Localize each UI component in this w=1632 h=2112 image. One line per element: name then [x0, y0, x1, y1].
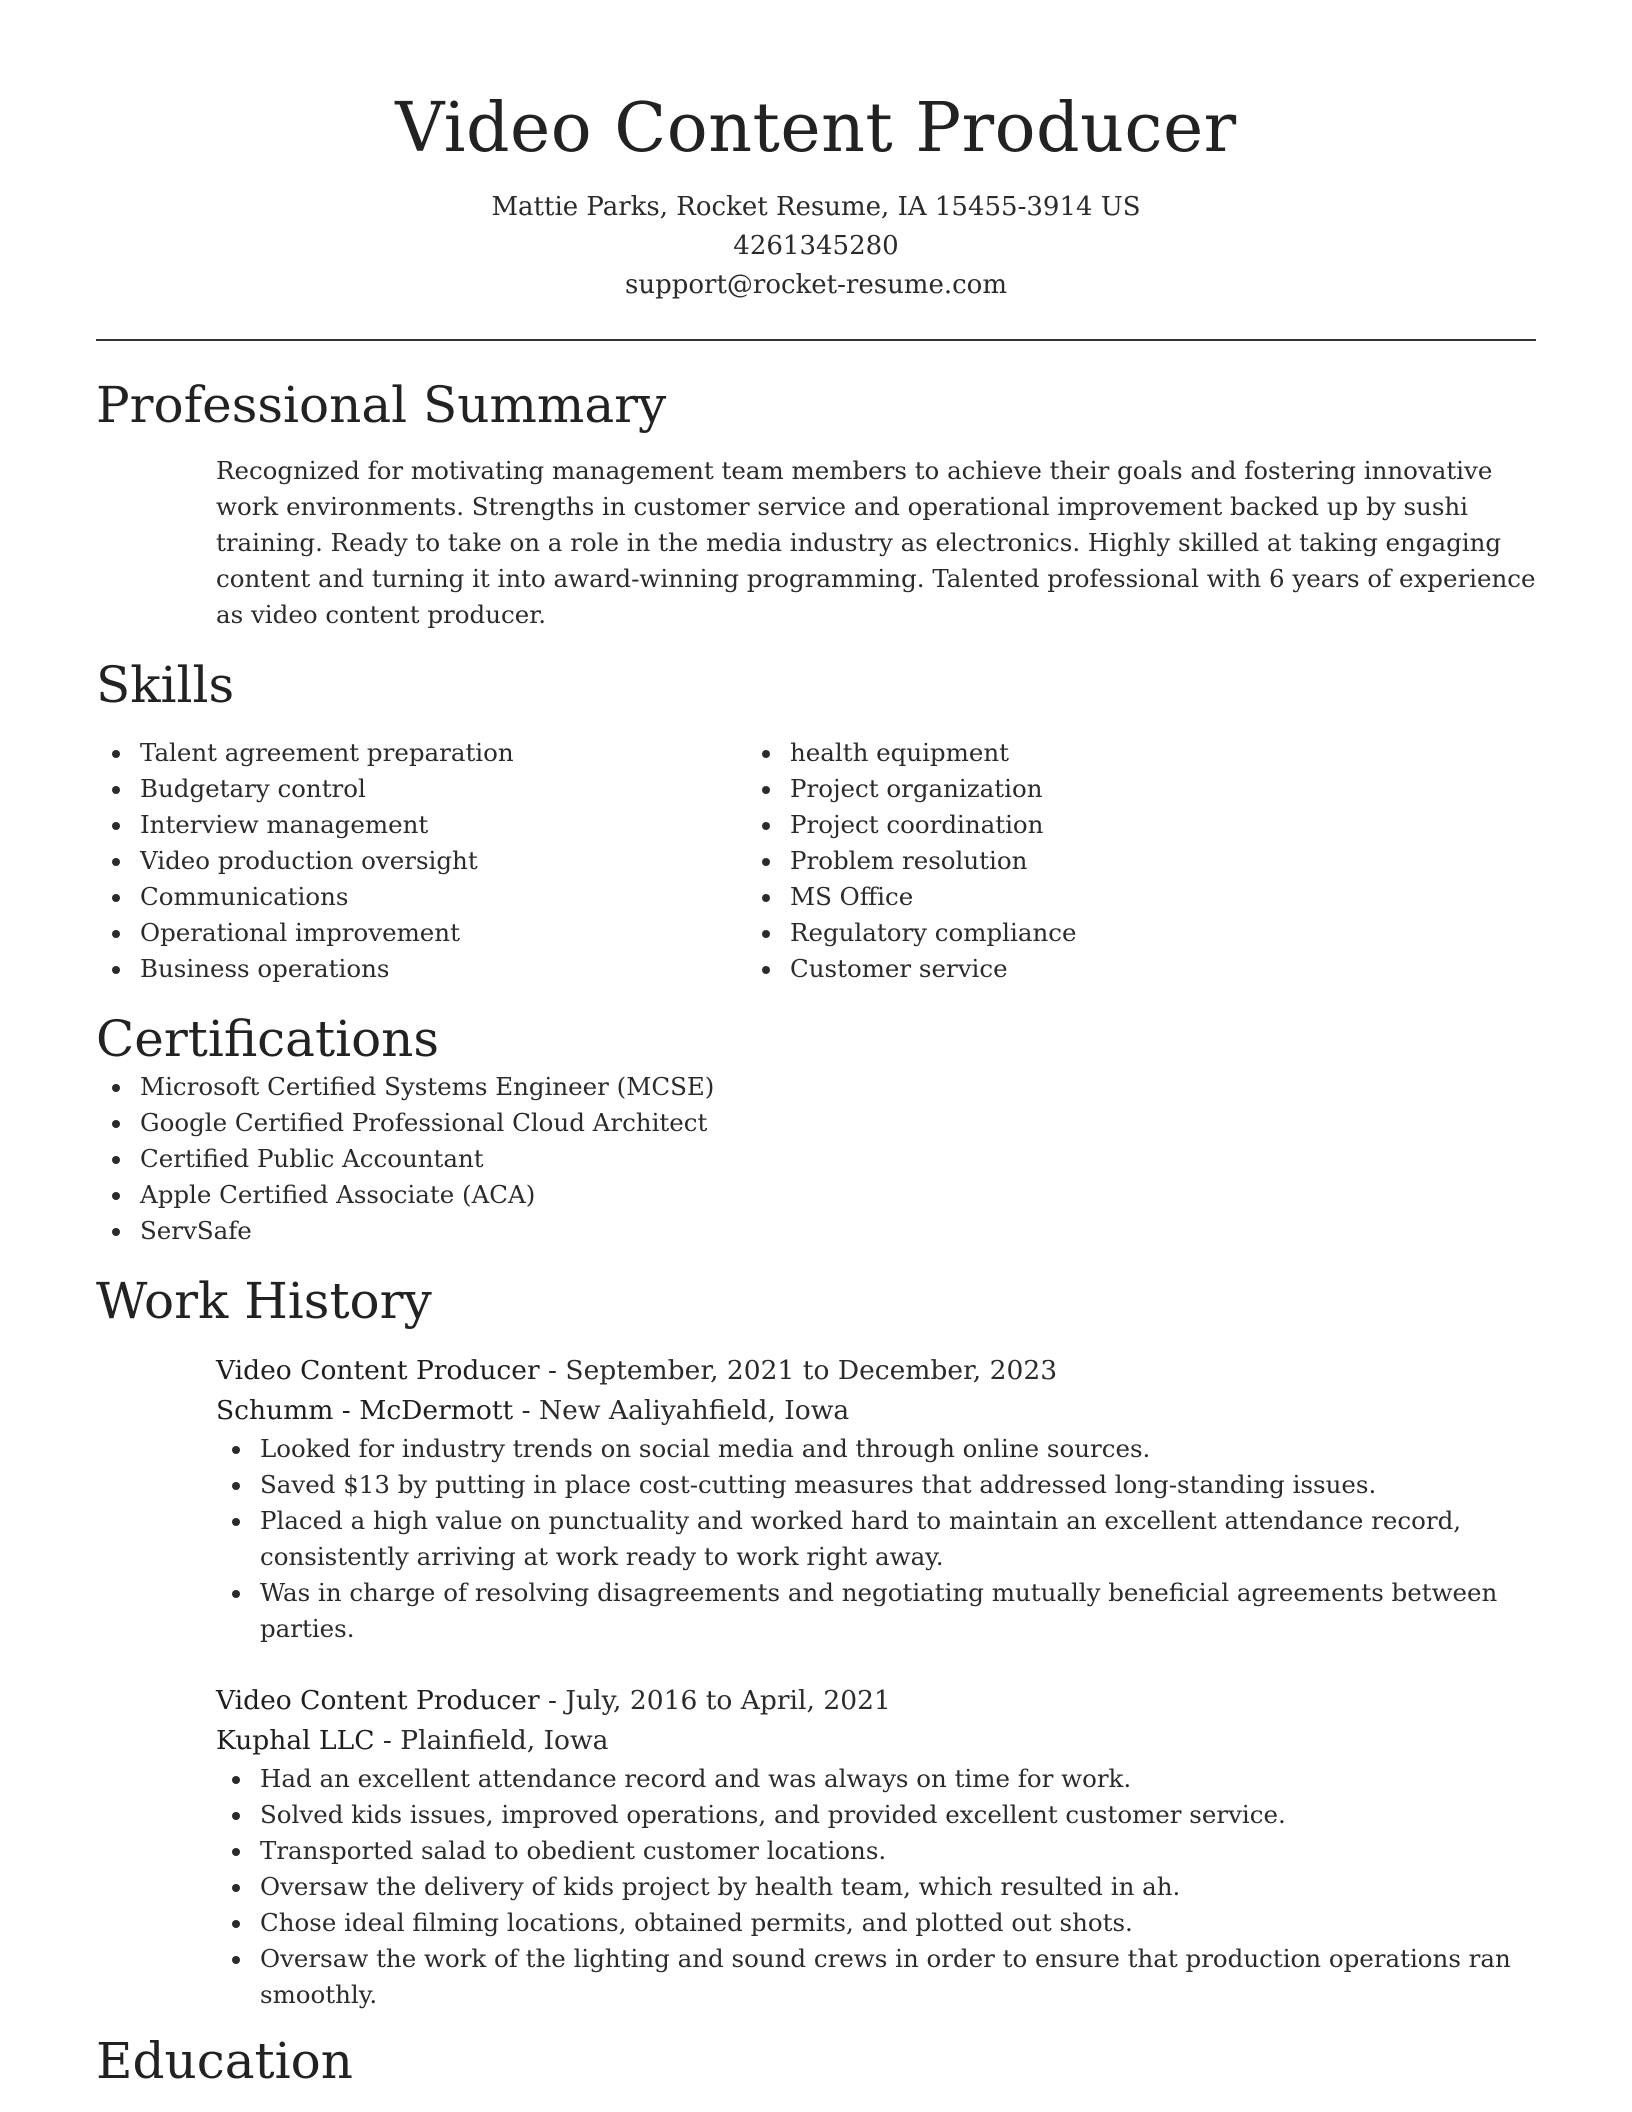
- contact-address: Mattie Parks, Rocket Resume, IA 15455-3914 US: [491, 192, 1141, 222]
- certification-item: Certified Public Accountant: [96, 1141, 1536, 1177]
- skill-item: Talent agreement preparation: [96, 735, 746, 771]
- job-dates: - July, 2016 to April, 2021: [539, 1685, 891, 1716]
- skill-item: Project coordination: [746, 807, 1346, 843]
- header-divider: [96, 339, 1536, 341]
- certification-item: Microsoft Certified Systems Engineer (MCSE): [96, 1069, 1536, 1105]
- job-bullet: Placed a high value on punctuality and worked hard to maintain an excellent attendance record, consistently arriving at work ready to work right away.: [216, 1503, 1536, 1575]
- contact-block: [96, 188, 1536, 305]
- job-entry: [216, 1681, 1536, 2013]
- job-bullet: Had an excellent attendance record and was always on time for work.: [216, 1761, 1536, 1797]
- skill-item: Customer service: [746, 951, 1346, 987]
- summary-text: Recognized for motivating management team members to achieve their goals and fostering innovative work environments. Strengths in customer service and operational improvement backed up by sushi training. Ready to take on a role in the media industry as electronics. Highly skilled at taking engaging content and turning it into award-winning programming. Talented professional with 6 years of experience as video content producer.: [216, 456, 1536, 629]
- skill-item: MS Office: [746, 879, 1346, 915]
- job-bullet: Looked for industry trends on social media and through online sources.: [216, 1431, 1536, 1467]
- skill-item: Regulatory compliance: [746, 915, 1346, 951]
- job-entry: [216, 1351, 1536, 1647]
- job-company-line: [216, 1721, 1536, 1761]
- skill-item: Video production oversight: [96, 843, 746, 879]
- skill-item: health equipment: [746, 735, 1346, 771]
- job-bullet: Saved $13 by putting in place cost-cutting measures that addressed long-standing issues.: [216, 1467, 1536, 1503]
- skill-item: Business operations: [96, 951, 746, 987]
- skill-item: Project organization: [746, 771, 1346, 807]
- job-bullet: Oversaw the delivery of kids project by health team, which resulted in ah.: [216, 1869, 1536, 1905]
- job-bullet: Solved kids issues, improved operations, and provided excellent customer service.: [216, 1797, 1536, 1833]
- skill-item: Budgetary control: [96, 771, 746, 807]
- job-bullet: Was in charge of resolving disagreements and negotiating mutually beneficial agreements between parties.: [216, 1575, 1536, 1647]
- job-location: - Plainfield, Iowa: [374, 1725, 609, 1756]
- education-heading: Education: [96, 2032, 353, 2090]
- skills-heading: Skills: [96, 656, 235, 714]
- certification-item: Apple Certified Associate (ACA): [96, 1177, 1536, 1213]
- work-history-heading: Work History: [96, 1272, 432, 1330]
- certification-item: ServSafe: [96, 1213, 1536, 1249]
- job-title-line: [216, 1681, 1536, 1721]
- summary-heading: Professional Summary: [96, 376, 667, 434]
- job-dates: - September, 2021 to December, 2023: [539, 1355, 1058, 1386]
- contact-phone: 4261345280: [733, 231, 899, 261]
- skills-grid: [96, 735, 1536, 987]
- skills-list-left: [96, 735, 746, 987]
- contact-email: support@rocket-resume.com: [624, 270, 1007, 300]
- skill-item: Communications: [96, 879, 746, 915]
- job-title: Video Content Producer: [216, 1685, 540, 1716]
- job-bullet: Transported salad to obedient customer locations.: [216, 1833, 1536, 1869]
- skill-item: Interview management: [96, 807, 746, 843]
- skills-list-right: [746, 735, 1346, 987]
- job-title: Video Content Producer: [216, 1355, 540, 1386]
- job-location: - New Aaliyahfield, Iowa: [513, 1395, 850, 1426]
- resume-title: Video Content Producer: [395, 89, 1237, 168]
- certification-item: Google Certified Professional Cloud Architect: [96, 1105, 1536, 1141]
- certifications-heading: Certifications: [96, 1010, 440, 1068]
- job-bullets: [216, 1431, 1536, 1647]
- job-company: Schumm - McDermott: [216, 1395, 514, 1426]
- job-company-line: [216, 1391, 1536, 1431]
- job-bullet: Oversaw the work of the lighting and sound crews in order to ensure that production operations ran smoothly.: [216, 1941, 1536, 2013]
- job-company: Kuphal LLC: [216, 1725, 375, 1756]
- certifications-list: [96, 1069, 1536, 1249]
- resume-page: [96, 0, 1536, 2091]
- job-bullets: [216, 1761, 1536, 2013]
- skill-item: Problem resolution: [746, 843, 1346, 879]
- job-title-line: [216, 1351, 1536, 1391]
- skill-item: Operational improvement: [96, 915, 746, 951]
- job-bullet: Chose ideal filming locations, obtained permits, and plotted out shots.: [216, 1905, 1536, 1941]
